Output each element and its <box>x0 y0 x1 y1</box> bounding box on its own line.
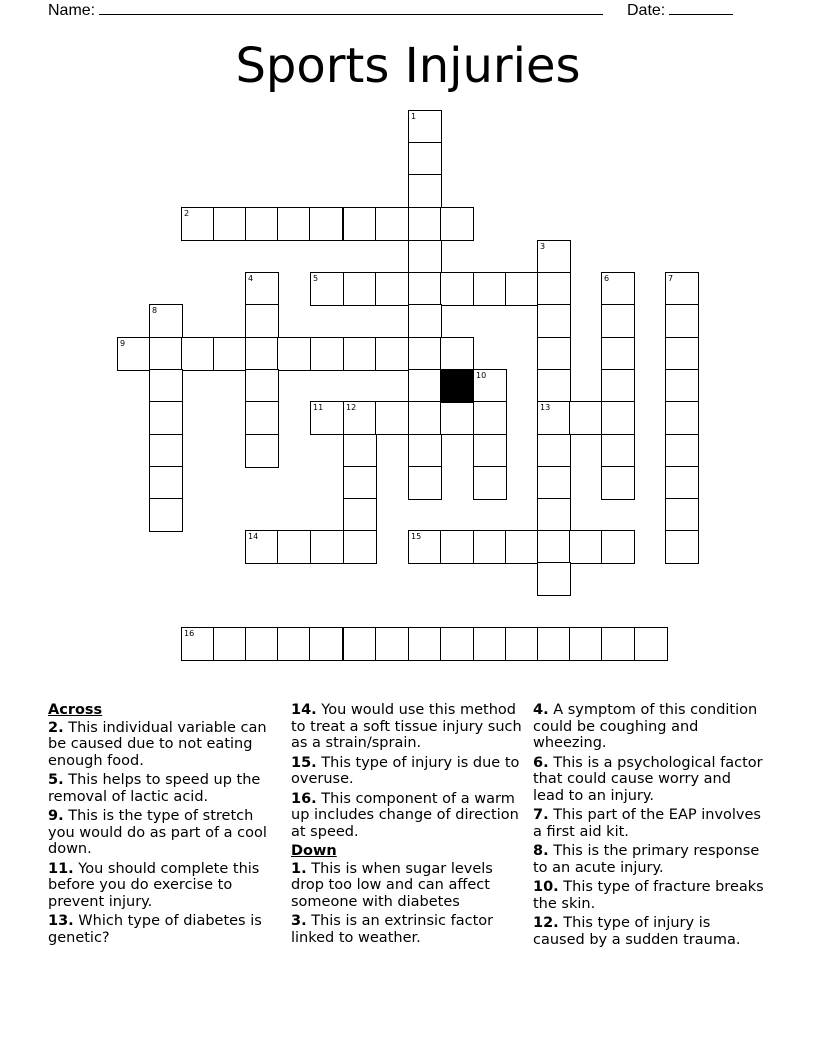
clue-item-number: 11. <box>48 860 74 877</box>
down-heading: Down <box>291 843 337 859</box>
grid-cell[interactable] <box>537 369 571 403</box>
grid-cell[interactable] <box>665 498 699 532</box>
grid-cell[interactable] <box>375 337 409 371</box>
clue-item-text: This is an extrinsic factor linked to weather. <box>291 913 494 946</box>
grid-cell[interactable] <box>343 498 377 532</box>
across-heading: Across <box>48 702 103 718</box>
name-label: Name: <box>48 2 96 19</box>
clue-item-number: 9. <box>48 808 64 824</box>
grid-cell[interactable] <box>569 627 603 661</box>
grid-cell[interactable] <box>537 466 571 500</box>
grid-cell[interactable] <box>601 401 635 435</box>
grid-cell[interactable] <box>665 401 699 435</box>
grid-cell[interactable] <box>537 562 571 596</box>
clue-item <box>291 755 523 788</box>
grid-cell[interactable] <box>408 466 442 500</box>
grid-cell[interactable] <box>277 530 311 564</box>
clue-number: 9 <box>120 339 126 348</box>
grid-cell[interactable] <box>277 627 311 661</box>
grid-cell[interactable] <box>473 466 507 500</box>
grid-cell[interactable] <box>537 530 571 564</box>
grid-cell[interactable] <box>601 369 635 403</box>
clue-item-text: This is when sugar levels drop too low and can affect someone with diabetes <box>291 860 493 910</box>
clue-item-number: 8. <box>533 843 549 859</box>
grid-cell[interactable] <box>601 434 635 468</box>
clue-item-number: 2. <box>48 719 64 736</box>
clue-number: 6 <box>604 274 610 283</box>
grid-cell[interactable] <box>473 272 507 306</box>
grid-cell[interactable] <box>408 401 442 435</box>
grid-cell[interactable] <box>408 304 442 338</box>
grid-cell[interactable] <box>245 401 279 435</box>
clue-item-number: 16. <box>291 790 317 807</box>
clue-item-number: 6. <box>533 754 549 771</box>
clue-number: 8 <box>152 306 158 315</box>
clue-item-number: 14. <box>291 702 317 718</box>
clue-item <box>48 861 280 911</box>
clue-item-text: This type of injury is caused by a sudden trauma. <box>533 915 741 948</box>
page-title: Sports Injuries <box>235 38 581 94</box>
clue-item-number: 13. <box>48 913 74 929</box>
clue-item-number: 4. <box>533 702 549 718</box>
grid-cell[interactable] <box>537 627 571 661</box>
grid-cell[interactable] <box>473 434 507 468</box>
clue-number: 11 <box>313 403 324 412</box>
clue-number: 12 <box>346 403 357 412</box>
clue-item <box>48 720 280 770</box>
grid-cell[interactable] <box>310 337 344 371</box>
clue-number: 5 <box>313 274 319 283</box>
grid-cell[interactable] <box>408 337 442 371</box>
clue-item-number: 7. <box>533 807 549 823</box>
clue-item-text: This helps to speed up the removal of lactic acid. <box>48 772 261 805</box>
clue-item <box>291 861 523 911</box>
grid-cell[interactable] <box>569 401 603 435</box>
grid-cell[interactable] <box>665 369 699 403</box>
clue-item-text: You should complete this before you do exercise to prevent injury. <box>48 860 260 910</box>
clue-item-number: 5. <box>48 772 64 788</box>
grid-cell[interactable] <box>245 304 279 338</box>
clue-item-text: This component of a warm up includes change of direction at speed. <box>291 790 519 840</box>
grid-cell[interactable] <box>343 466 377 500</box>
grid-cell[interactable] <box>665 304 699 338</box>
grid-cell[interactable] <box>181 337 215 371</box>
clue-number: 15 <box>411 532 422 541</box>
clue-item-text: This type of injury is due to overuse. <box>291 754 520 787</box>
grid-cell[interactable] <box>343 272 377 306</box>
grid-cell[interactable] <box>375 401 409 435</box>
clue-item <box>533 915 765 948</box>
grid-cell[interactable] <box>149 337 183 371</box>
grid-cell[interactable] <box>245 337 279 371</box>
grid-cell[interactable] <box>601 304 635 338</box>
grid-cell[interactable] <box>408 272 442 306</box>
grid-cell[interactable] <box>440 530 474 564</box>
grid-cell[interactable] <box>440 207 474 241</box>
down-clues-list-continued <box>533 702 765 948</box>
grid-cell[interactable] <box>537 337 571 371</box>
clue-item-text: This is the type of stretch you would do as part of a cool down. <box>48 808 267 857</box>
grid-cell[interactable] <box>309 627 343 661</box>
grid-cell[interactable] <box>440 272 474 306</box>
clue-item <box>533 843 765 876</box>
clue-number: 1 <box>411 112 417 121</box>
clue-number: 7 <box>668 274 674 283</box>
grid-cell[interactable] <box>473 530 507 564</box>
clue-item <box>48 772 280 805</box>
grid-cell[interactable] <box>665 530 699 564</box>
grid-cell[interactable] <box>601 337 635 371</box>
clue-number: 3 <box>540 242 546 251</box>
grid-cell[interactable] <box>408 174 442 208</box>
across-clues-list <box>48 720 280 947</box>
grid-cell[interactable] <box>375 207 409 241</box>
grid-cell[interactable] <box>277 207 311 241</box>
grid-cell[interactable] <box>408 434 442 468</box>
grid-cell[interactable] <box>601 530 635 564</box>
clue-item <box>533 702 765 752</box>
clue-item <box>291 791 523 841</box>
grid-cell[interactable] <box>505 530 539 564</box>
across-clues-list-continued <box>291 702 523 840</box>
grid-cell[interactable] <box>149 369 183 403</box>
grid-cell[interactable] <box>213 627 247 661</box>
clue-item-number: 10. <box>533 879 559 895</box>
grid-cell[interactable] <box>537 272 571 306</box>
grid-cell[interactable] <box>634 627 668 661</box>
grid-cell[interactable] <box>149 466 183 500</box>
grid-cell[interactable] <box>408 369 442 403</box>
grid-cell[interactable] <box>601 466 635 500</box>
grid-cell[interactable] <box>537 434 571 468</box>
grid-cell[interactable] <box>505 272 539 306</box>
clue-item-text: Which type of diabetes is genetic? <box>48 913 262 946</box>
grid-cell[interactable] <box>505 627 539 661</box>
grid-cell[interactable] <box>440 627 474 661</box>
clue-item-text: This part of the EAP involves a first aid kit. <box>533 807 761 840</box>
grid-cell[interactable] <box>665 466 699 500</box>
grid-cell[interactable] <box>213 207 247 241</box>
clue-item <box>533 807 765 840</box>
grid-cell[interactable] <box>537 304 571 338</box>
clue-item <box>291 913 523 946</box>
clue-column-3 <box>533 702 765 951</box>
clue-item-number: 15. <box>291 754 317 771</box>
grid-cell[interactable] <box>245 434 279 468</box>
clue-item-text: This is the primary response to an acute injury. <box>533 843 760 876</box>
grid-cell[interactable] <box>343 434 377 468</box>
grid-cell[interactable] <box>665 337 699 371</box>
grid-cell[interactable] <box>149 434 183 468</box>
clue-column-2 <box>291 702 523 949</box>
grid-cell[interactable] <box>309 207 343 241</box>
black-cell <box>440 369 474 403</box>
grid-cell[interactable] <box>440 337 474 371</box>
grid-cell[interactable] <box>245 207 279 241</box>
grid-cell[interactable] <box>440 401 474 435</box>
grid-cell[interactable] <box>569 530 603 564</box>
clue-item-text: You would use this method to treat a soft tissue injury such as a strain/sprain. <box>291 702 522 751</box>
clue-number: 2 <box>184 209 190 218</box>
clue-item <box>291 702 523 752</box>
grid-cell[interactable] <box>473 401 507 435</box>
grid-cell[interactable] <box>245 627 279 661</box>
clue-item-text: This type of fracture breaks the skin. <box>533 879 764 912</box>
clue-number: 10 <box>476 371 487 380</box>
grid-cell[interactable] <box>343 627 377 661</box>
clue-number: 4 <box>248 274 254 283</box>
grid-cell[interactable] <box>537 498 571 532</box>
clue-item-number: 3. <box>291 913 307 929</box>
grid-cell[interactable] <box>343 207 377 241</box>
clue-item-number: 12. <box>533 915 559 931</box>
down-clues-list <box>291 861 523 947</box>
clue-item-text: A symptom of this condition could be coughing and wheezing. <box>533 702 758 751</box>
grid-cell[interactable] <box>213 337 247 371</box>
grid-cell[interactable] <box>343 337 377 371</box>
grid-cell[interactable] <box>408 627 442 661</box>
grid-cell[interactable] <box>343 530 377 564</box>
grid-cell[interactable] <box>375 627 409 661</box>
clue-item-text: This is a psychological factor that could cause worry and lead to an injury. <box>533 754 763 804</box>
grid-cell[interactable] <box>473 627 507 661</box>
clue-number: 16 <box>184 629 195 638</box>
date-label: Date: <box>627 2 666 19</box>
clue-item <box>48 808 280 858</box>
grid-cell[interactable] <box>665 434 699 468</box>
grid-cell[interactable] <box>408 207 442 241</box>
grid-cell[interactable] <box>601 627 635 661</box>
clue-item <box>533 879 765 912</box>
grid-cell[interactable] <box>245 369 279 403</box>
grid-cell[interactable] <box>408 142 442 176</box>
grid-cell[interactable] <box>149 498 183 532</box>
clue-column-1 <box>48 702 280 949</box>
clue-item <box>48 913 280 946</box>
grid-cell[interactable] <box>408 240 442 274</box>
clue-item-text: This individual variable can be caused due to not eating enough food. <box>48 719 267 769</box>
clue-number: 14 <box>248 532 259 541</box>
clue-item <box>533 755 765 805</box>
grid-cell[interactable] <box>149 401 183 435</box>
grid-cell[interactable] <box>277 337 311 371</box>
grid-cell[interactable] <box>310 530 344 564</box>
clue-number: 13 <box>540 403 551 412</box>
clue-item-number: 1. <box>291 860 307 877</box>
grid-cell[interactable] <box>375 272 409 306</box>
